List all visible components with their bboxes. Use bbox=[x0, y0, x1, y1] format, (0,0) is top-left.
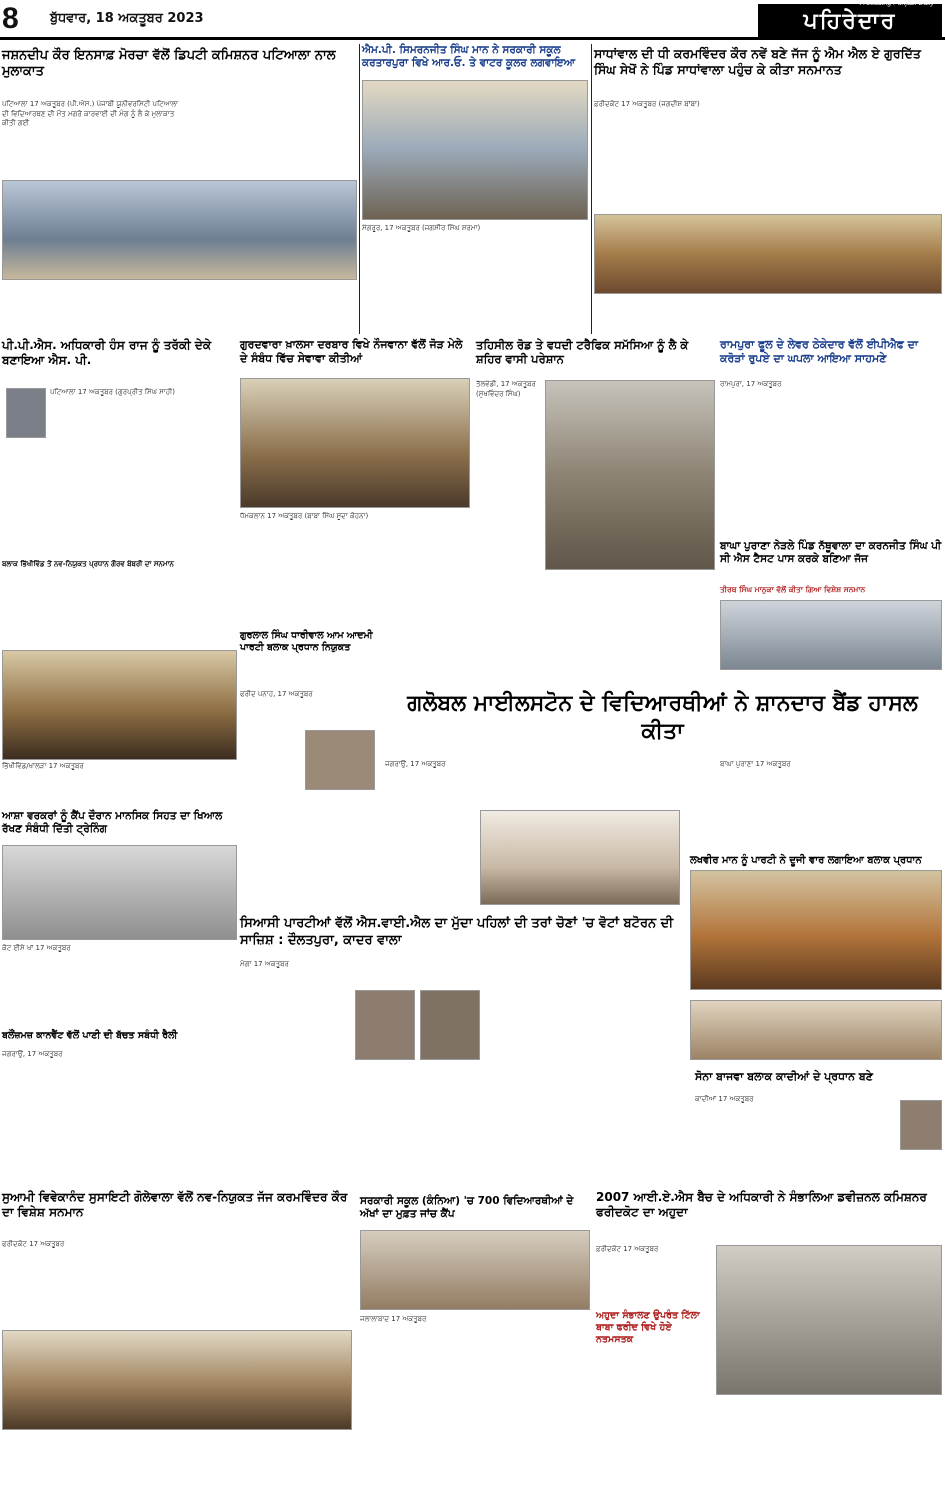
page-number: 8 bbox=[2, 2, 19, 35]
news-photo bbox=[690, 870, 942, 990]
article-dateline: ਭਿੱਖੀਵਿੰਡ/ਖਾਲੜਾ 17 ਅਕਤੂਬਰ bbox=[2, 762, 84, 770]
issue-date: ਬੁੱਧਵਾਰ, 18 ਅਕਤੂਬਰ 2023 bbox=[50, 11, 204, 26]
article-headline: ਤਹਿਸੀਲ ਰੋਡ ਤੇ ਵਧਦੀ ਟਰੈਫਿਕ ਸਮੱਸਿਆ ਨੂੰ ਲੈ ਕੇ ਸ਼ਹਿਰ ਵਾਸੀ ਪਰੇਸ਼ਾਨ bbox=[476, 338, 689, 367]
article-dateline: ਜਗਰਾਉਂ, 17 ਅਕਤੂਬਰ bbox=[2, 1050, 63, 1058]
article-dateline: ਸੰਗਰੂਰ, 17 ਅਕਤੂਬਰ (ਜਗਸੀਰ ਸਿੰਘ ਸ਼ਰਮਾ) bbox=[362, 224, 481, 232]
article-body bbox=[2, 560, 237, 646]
article-headline: ਸਰਕਾਰੀ ਸਕੂਲ (ਕੰਨਿਆ) 'ਚ 700 ਵਿਦਿਆਰਥੀਆਂ ਦੇ ਅੱਖਾਂ ਦਾ ਮੁਫ਼ਤ ਜਾਂਚ ਕੈਂਪ bbox=[360, 1195, 574, 1221]
article-headline: ਸੁਆਮੀ ਵਿਵੇਕਾਨੰਦ ਸੁਸਾਇਟੀ ਗੋਲੇਵਾਲਾ ਵੱਲੋਂ ਨਵ-ਨਿਯੁਕਤ ਜੱਜ ਕਰਮਵਿੰਦਰ ਕੌਰ ਦਾ ਵਿਸ਼ੇਸ਼ ਸਨਮਾਨ bbox=[2, 1190, 348, 1219]
news-photo bbox=[720, 600, 942, 670]
article-dateline: ਧੱਮਕਲਾਨ 17 ਅਕਤੂਬਰ (ਬਾਬਾ ਸਿੰਘ ਸੂਦਾ ਕੋਹਨਾ) bbox=[240, 512, 369, 520]
news-photo bbox=[240, 378, 470, 508]
article-headline: ਆਸ਼ਾ ਵਰਕਰਾਂ ਨੂੰ ਕੈਂਪ ਦੌਰਾਨ ਮਾਨਸਿਕ ਸਿਹਤ ਦਾ ਖਿਆਲ ਰੱਖਣ ਸੰਬੰਧੀ ਦਿੱਤੀ ਟ੍ਰੇਨਿੰਗ bbox=[2, 810, 223, 836]
news-photo bbox=[2, 650, 237, 760]
article-headline: ਲਖਵੀਰ ਮਾਨ ਨੂੰ ਪਾਰਟੀ ਨੇ ਦੂਜੀ ਵਾਰ ਲਗਾਇਆ ਬਲਾਕ ਪ੍ਰਧਾਨ bbox=[690, 855, 922, 866]
article-headline: ਬਲੌਂਜ਼ਮਜ਼ ਕਾਨਵੈਂਟ ਵੱਲੋਂ ਪਾਣੀ ਦੀ ਬੱਚਤ ਸਬੰਧੀ ਰੈਲੀ bbox=[2, 1030, 178, 1041]
article-headline: ਸਾਧਾਂਵਾਲ ਦੀ ਧੀ ਕਰਮਵਿੰਦਰ ਕੌਰ ਨਵੇਂ ਬਣੇ ਜੱਜ ਨੂੰ ਐਮ ਐਲ ਏ ਗੁਰਦਿੱਤ ਸਿੰਘ ਸੇਖੋਂ ਨੇ ਪਿੰਡ ਸਾਧਾਂਵਾਲਾ ਪਹੁੰਚ ਕੇ ਕੀਤਾ ਸਨਮਾਨਤ bbox=[594, 46, 921, 77]
news-photo bbox=[2, 845, 237, 940]
news-photo bbox=[594, 214, 942, 294]
news-photo bbox=[545, 380, 715, 570]
portrait-photo bbox=[355, 990, 415, 1060]
news-photo bbox=[480, 810, 680, 905]
newspaper-tagline: A Leading Punjabi Daily bbox=[860, 0, 935, 7]
article-dateline: ਪਟਿਆਲਾ 17 ਅਕਤੂਬਰ (ਪੀ.ਐਸ.) ਪੰਜਾਬੀ ਯੂਨੀਵਰਸਿਟੀ ਪਟਿਆਲਾ ਦੀ ਵਿਦਿਆਰਥਣ ਦੀ ਮੌਤ ਮਗਰੋਂ ਕਾਰਵਾਈ ਦੀ ਮੰਗ ਨੂੰ ਲੈ ਕੇ ਮੁਲਾਕਾਤ ਕੀਤੀ ਗਈ bbox=[2, 100, 179, 127]
portrait-photo bbox=[900, 1100, 942, 1150]
article-dateline: ਮੋਗਾ 17 ਅਕਤੂਬਰ bbox=[240, 960, 289, 968]
article-dateline: ਪਟਿਆਲਾ 17 ਅਕਤੂਬਰ (ਗੁਰਪ੍ਰੀਤ ਸਿੰਘ ਸਾਹੀ) bbox=[50, 388, 175, 396]
article-headline: ਸੋਨਾ ਬਾਜਵਾ ਬਲਾਕ ਕਾਦੀਆਂ ਦੇ ਪ੍ਰਧਾਨ ਬਣੇ bbox=[695, 1070, 873, 1083]
article-subheadline: ਬਲਾਕ ਭਿੱਖੀਵਿੰਡ ਤੋਂ ਨਵ-ਨਿਯੁਕਤ ਪ੍ਰਧਾਨ ਗੌਰਵ ਬੰਬਰੀ ਦਾ ਸਨਮਾਨ bbox=[2, 560, 174, 568]
article-headline: ਬਾਘਾ ਪੁਰਾਣਾ ਨੇੜਲੇ ਪਿੰਡ ਨੱਥੂਵਾਲਾ ਦਾ ਕਰਨਜੀਤ ਸਿੰਘ ਪੀ ਸੀ ਐਸ ਟੈਸਟ ਪਾਸ ਕਰਕੇ ਬਣਿਆ ਜੱਜ bbox=[720, 540, 942, 566]
article-dateline: ਫ਼ਰੀਦਕੋਟ 17 ਅਕਤੂਬਰ bbox=[596, 1245, 659, 1253]
article-headline: 2007 ਆਈ.ਏ.ਐਸ ਬੈਚ ਦੇ ਅਧਿਕਾਰੀ ਨੇ ਸੰਭਾਲਿਆ ਡਵੀਜ਼ਨਲ ਕਮਿਸ਼ਨਰ ਫਰੀਦਕੋਟ ਦਾ ਅਹੁਦਾ bbox=[596, 1190, 927, 1219]
article-dateline: ਜਗਰਾਉਂ, 17 ਅਕਤੂਬਰ bbox=[385, 760, 446, 768]
news-photo bbox=[360, 1230, 590, 1310]
masthead bbox=[0, 0, 945, 40]
article-headline: ਗੁਰਦਵਾਰਾ ਖ਼ਾਲਸਾ ਦਰਬਾਰ ਵਿਖੇ ਨੌਜਵਾਨਾ ਵੱਲੋਂ ਜੋੜ ਮੇਲੇ ਦੇ ਸੰਬੰਧ ਵਿੱਚ ਸੇਵਾਵਾ ਕੀਤੀਆਂ bbox=[240, 338, 463, 365]
article-headline: ਪੀ.ਪੀ.ਐਸ. ਅਧਿਕਾਰੀ ਹੰਸ ਰਾਜ ਨੂੰ ਤਰੱਕੀ ਦੇਕੇ ਬਣਾਇਆ ਐਸ. ਪੀ. bbox=[2, 338, 212, 367]
column-rule bbox=[359, 44, 360, 334]
article-dateline: ਕੋਟ ਈਸੇ ਖਾਂ 17 ਅਕਤੂਬਰ bbox=[2, 944, 71, 952]
article-headline: ਐਮ.ਪੀ. ਸਿਮਰਨਜੀਤ ਸਿੰਘ ਮਾਨ ਨੇ ਸਰਕਾਰੀ ਸਕੂਲ ਕਰਤਾਰਪੁਰਾ ਵਿਖੇ ਆਰ.ਓ. ਤੇ ਵਾਟਰ ਕੂਲਰ ਲਗਵਾਇਆ bbox=[362, 44, 575, 70]
portrait-photo bbox=[305, 730, 375, 790]
article-dateline: ਫਰੀਦਕੋਟ 17 ਅਕਤੂਬਰ bbox=[2, 1240, 65, 1248]
article-dateline: ਤੱਲਵੰਡੀ, 17 ਅਕਤੂਬਰ (ਸੁਖਵਿੰਦਰ ਸਿੰਘ) bbox=[476, 380, 536, 398]
article-dateline: ਰਾਮਪੁਰਾ, 17 ਅਕਤੂਬਰ bbox=[720, 380, 782, 388]
article-byline: ਤੀਰਥ ਸਿੰਘ ਮਾਨੁਕਾ ਵੱਲੋਂ ਕੀਤਾ ਗਿਆ ਵਿਸ਼ੇਸ਼ ਸਨਮਾਨ bbox=[720, 585, 866, 594]
column-rule bbox=[591, 44, 592, 334]
portrait-photo bbox=[420, 990, 480, 1060]
news-photo bbox=[716, 1245, 942, 1395]
article-dateline: ਜਲਾਲਾਬਾਦ 17 ਅਕਤੂਬਰ bbox=[360, 1315, 427, 1323]
article-headline: ਜਸ਼ਨਦੀਪ ਕੌਰ ਇਨਸਾਫ਼ ਮੋਰਚਾ ਵੱਲੋਂ ਡਿਪਟੀ ਕਮਿਸ਼ਨਰ ਪਟਿਆਲਾ ਨਾਲ ਮੁਲਾਕਾਤ bbox=[2, 48, 336, 80]
banner-headline: ਗਲੋਬਲ ਮਾਈਲਸਟੋਨ ਦੇ ਵਿਦਿਆਰਥੀਆਂ ਨੇ ਸ਼ਾਨਦਾਰ ਬੈਂਡ ਹਾਸਲ ਕੀਤਾ bbox=[407, 691, 918, 744]
article-headline: ਗੁਰਲਾਲ ਸਿੰਘ ਧਾਰੀਵਾਲ ਆਮ ਆਦਮੀ ਪਾਰਟੀ ਬਲਾਕ ਪ੍ਰਧਾਨ ਨਿਯੁਕਤ bbox=[240, 630, 373, 653]
newspaper-logo: ਪਹਿਰੇਦਾਰ bbox=[758, 4, 942, 38]
article-headline: ਰਾਮਪੁਰਾ ਫੂਲ ਦੇ ਲੇਵਰ ਠੇਕੇਦਾਰ ਵੱਲੋਂ ਈਪੀਐਫ ਦਾ ਕਰੋੜਾਂ ਰੁਪਏ ਦਾ ਘਪਲਾ ਆਇਆ ਸਾਹਮਣੇ bbox=[720, 338, 919, 365]
article-dateline: ਫਰੀਦ ਪਨਾਹ, 17 ਅਕਤੂਬਰ bbox=[240, 690, 313, 698]
news-photo bbox=[2, 1330, 352, 1430]
news-photo bbox=[690, 1000, 942, 1060]
article-dateline: ਕਾਦੀਆਂ 17 ਅਕਤੂਬਰ bbox=[695, 1095, 754, 1103]
portrait-photo bbox=[6, 388, 46, 438]
article-headline: ਸਿਆਸੀ ਪਾਰਟੀਆਂ ਵੱਲੋਂ ਐਸ.ਵਾਈ.ਐਲ ਦਾ ਮੁੱਦਾ ਪਹਿਲਾਂ ਦੀ ਤਰਾਂ ਚੋਣਾਂ 'ਚ ਵੋਟਾਂ ਬਟੋਰਨ ਦੀ ਸਾਜ਼ਿਸ਼ : ਦੌਲਤਪੁਰਾ, ਕਾਦਰ ਵਾਲਾ bbox=[240, 916, 674, 948]
news-photo bbox=[2, 180, 357, 280]
sidebar-note: ਅਹੁਦਾ ਸੰਭਾਲਣ ਉਪਰੰਤ ਟਿੱਲਾ ਬਾਬਾ ਫਰੀਦ ਵਿਖੇ ਹੋਏ ਨਤਮਸਤਕ bbox=[596, 1310, 700, 1345]
news-photo bbox=[362, 80, 588, 220]
article-dateline: ਫ਼ਰੀਦਕੋਟ 17 ਅਕਤੂਬਰ (ਜਗਦੀਸ਼ ਬਾਂਬਾ) bbox=[594, 100, 700, 108]
article-dateline: ਬਾਘਾ ਪੁਰਾਣਾ 17 ਅਕਤੂਬਰ bbox=[720, 760, 791, 768]
